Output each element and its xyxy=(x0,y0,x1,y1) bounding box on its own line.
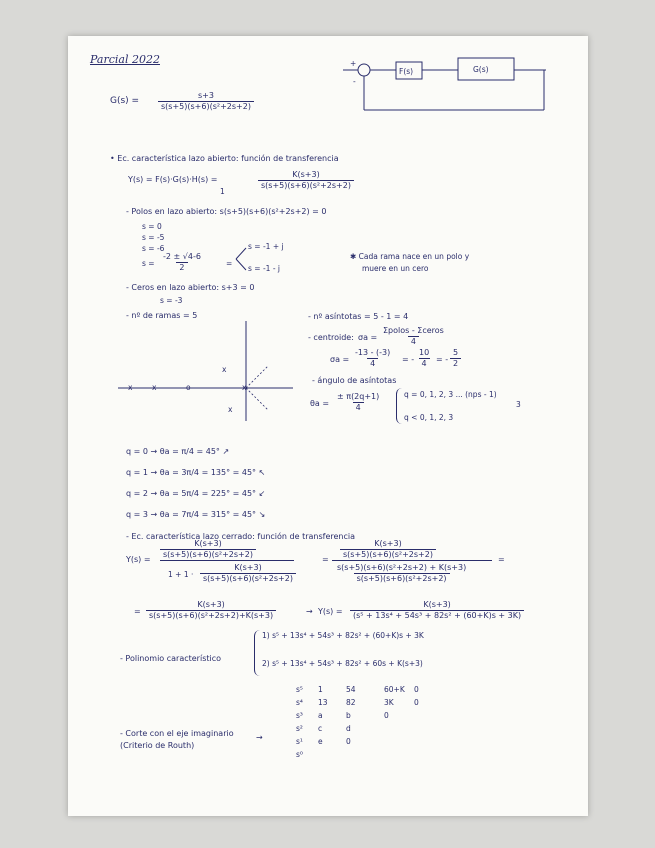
pole-line-2: s = -5 xyxy=(142,233,165,242)
angle-case-1: q = 0, 1, 2, 3 ... (nps - 1) xyxy=(404,390,497,399)
routh-cell: c xyxy=(318,724,323,733)
open-loop-one: 1 xyxy=(220,187,225,196)
open-loop-lhs: Y(s) = F(s)·G(s)·H(s) = xyxy=(128,175,218,184)
gs-num: s+3 xyxy=(197,91,214,100)
poly-brace xyxy=(254,630,261,676)
poly-label: - Polinomio característico xyxy=(120,654,222,663)
poly-line-1: 1) s⁵ + 13s⁴ + 54s³ + 82s² + (60+K)s + 3K xyxy=(262,631,424,640)
routh-arrow: → xyxy=(256,733,263,742)
closed-loop-line2-num: K(s+3) xyxy=(197,600,225,609)
closed-loop-lhs: Y(s) = xyxy=(126,555,151,564)
closed-loop-den-frac xyxy=(200,563,296,584)
angle-case-2: q < 0, 1, 2, 3 xyxy=(404,413,454,422)
routh-cell: s⁰ xyxy=(296,750,303,759)
pole-root-2: s = -1 - j xyxy=(248,264,280,273)
marker-pole-upper: x xyxy=(222,365,227,374)
closed-loop-line2-arrow: → xyxy=(306,607,313,616)
block-f: F(s) xyxy=(399,67,414,76)
routh-cell: 54 xyxy=(346,685,356,694)
closed-loop-r-den-top: s(s+5)(s+6)(s²+2s+2) + K(s+3) xyxy=(337,563,467,572)
routh-cell: s² xyxy=(296,724,303,733)
closed-loop-num-bot: s(s+5)(s+6)(s²+2s+2) xyxy=(160,549,256,560)
closed-loop-line2-frac xyxy=(146,600,276,621)
routh-cell: s¹ xyxy=(296,737,303,746)
closed-loop-den-left: 1 + 1 · xyxy=(168,570,194,579)
marker-pole-2: x xyxy=(152,383,157,392)
angle-q0: q = 0 → θa = π/4 = 45° ↗ xyxy=(126,447,230,456)
centroid2-den: 4 xyxy=(367,358,378,369)
centroid-lhs: σa = xyxy=(358,333,378,342)
angle-case-1-sub: 3 xyxy=(516,400,521,409)
centroid2-num: -13 - (-3) xyxy=(355,348,391,357)
gs-lhs: G(s) = xyxy=(110,96,140,106)
marker-pole-origin: x xyxy=(242,383,247,392)
pole-quad-eq: = xyxy=(226,259,233,268)
closed-loop-line2-rfrac xyxy=(350,600,524,621)
closed-loop-line2-den: s(s+5)(s+6)(s²+2s+2)+K(s+3) xyxy=(146,610,276,621)
routh-cell: b xyxy=(346,711,351,720)
branches-count: - nº de ramas = 5 xyxy=(126,311,198,320)
block-g: G(s) xyxy=(473,65,489,74)
centroid-den: 4 xyxy=(408,336,419,347)
asymptotes-count: - nº asíntotas = 5 - 1 = 4 xyxy=(308,312,409,321)
closed-loop-r-num-frac xyxy=(340,539,436,560)
zero-line: s = -3 xyxy=(160,296,183,305)
routh-cell: 82 xyxy=(346,698,356,707)
angle-q2: q = 2 → θa = 5π/4 = 225° = 45° ↙ xyxy=(126,489,266,498)
routh-cell: 60+K xyxy=(384,685,405,694)
poles-heading: - Polos en lazo abierto: s(s+5)(s+6)(s²+2s+2) = 0 xyxy=(126,207,327,216)
marker-pole-1: x xyxy=(128,383,133,392)
marker-zero: o xyxy=(186,383,191,392)
closed-loop-line2-y: Y(s) = xyxy=(318,607,343,616)
pole-root-1: s = -1 + j xyxy=(248,242,284,251)
page-title: Parcial 2022 xyxy=(90,53,160,66)
closed-loop-r-num-bot: s(s+5)(s+6)(s²+2s+2) xyxy=(340,549,436,560)
closed-loop-line2-rnum: K(s+3) xyxy=(423,600,451,609)
routh-cell: 13 xyxy=(318,698,328,707)
closed-loop-main-bar xyxy=(160,560,294,561)
open-loop-den: s(s+5)(s+6)(s²+2s+2) xyxy=(258,180,354,191)
open-loop-num: K(s+3) xyxy=(292,170,320,179)
routh-cell: 0 xyxy=(414,698,419,707)
gs-den: s(s+5)(s+6)(s²+2s+2) xyxy=(158,101,254,112)
closed-loop-num-frac xyxy=(160,539,256,560)
pole-quad-num: -2 ± √4-6 xyxy=(163,252,201,261)
angle-den: 4 xyxy=(353,402,364,413)
poly-line-2: 2) s⁵ + 13s⁴ + 54s³ + 82s² + 60s + K(s+3) xyxy=(262,659,423,668)
routh-label-1: - Corte con el eje imaginario xyxy=(120,729,234,738)
routh-label-2: (Criterio de Routh) xyxy=(120,741,195,750)
root-locus-sketch xyxy=(68,36,588,816)
block-minus-sign: - xyxy=(353,77,356,86)
closed-loop-r-num-top: K(s+3) xyxy=(374,539,402,548)
closed-loop-line2-eq: = xyxy=(134,607,141,616)
closed-loop-den-num: K(s+3) xyxy=(234,563,262,572)
pole-line-3: s = -6 xyxy=(142,244,165,253)
routh-cell: s⁴ xyxy=(296,698,303,707)
centroid2-res-den: 2 xyxy=(450,358,461,369)
zeros-heading: - Ceros en lazo abierto: s+3 = 0 xyxy=(126,283,255,292)
closed-loop-line2-rden: (s⁵ + 13s⁴ + 54s³ + 82s² + (60+K)s + 3K) xyxy=(350,610,524,621)
centroid2-mid: = - xyxy=(402,355,415,364)
angle-num: ± π(2q+1) xyxy=(337,392,380,401)
pole-quad-den: 2 xyxy=(176,262,187,273)
routh-cell: 0 xyxy=(384,711,389,720)
closed-loop-r-main-bar xyxy=(332,560,492,561)
block-plus-sign: + xyxy=(350,59,357,68)
routh-cell: d xyxy=(346,724,351,733)
closed-loop-r-den-frac xyxy=(334,563,469,584)
pole-line-1: s = 0 xyxy=(142,222,162,231)
closed-loop-num-top: K(s+3) xyxy=(194,539,222,548)
open-loop-heading: • Ec. característica lazo abierto: función de transferencia xyxy=(110,154,339,163)
centroid2-res-num: 5 xyxy=(453,348,459,357)
routh-cell: s³ xyxy=(296,711,303,720)
closed-loop-den-den: s(s+5)(s+6)(s²+2s+2) xyxy=(200,573,296,584)
paper-sheet xyxy=(68,36,588,816)
centroid-label: - centroide: xyxy=(308,333,354,342)
closed-loop-tail: = xyxy=(498,555,505,564)
pole-note-2: muere en un cero xyxy=(362,264,429,273)
pole-note-1: ✱ Cada rama nace en un polo y xyxy=(350,252,470,261)
angle-q1: q = 1 → θa = 3π/4 = 135° = 45° ↖ xyxy=(126,468,266,477)
routh-cell: e xyxy=(318,737,323,746)
routh-cell: 3K xyxy=(384,698,394,707)
routh-cell: 1 xyxy=(318,685,323,694)
angle-lhs: θa = xyxy=(310,399,330,408)
pole-quad-lhs: s = xyxy=(142,259,155,268)
centroid-num: Σpolos - Σceros xyxy=(383,326,444,335)
angle-heading: - ángulo de asíntotas xyxy=(312,376,397,385)
marker-pole-lower: x xyxy=(228,405,233,414)
centroid2-frac-num: 10 xyxy=(419,348,430,357)
closed-loop-r-den-bot: s(s+5)(s+6)(s²+2s+2) xyxy=(354,573,450,584)
closed-loop-heading: - Ec. característica lazo cerrado: función de transferencia xyxy=(126,532,355,541)
routh-cell: s⁵ xyxy=(296,685,303,694)
routh-cell: a xyxy=(318,711,323,720)
closed-loop-eq: = xyxy=(322,555,329,564)
centroid2-end: = - xyxy=(436,355,449,364)
angle-q3: q = 3 → θa = 7π/4 = 315° = 45° ↘ xyxy=(126,510,266,519)
centroid2-frac-den: 4 xyxy=(419,358,430,369)
routh-cell: 0 xyxy=(414,685,419,694)
centroid2-lhs: σa = xyxy=(330,355,350,364)
routh-cell: 0 xyxy=(346,737,351,746)
